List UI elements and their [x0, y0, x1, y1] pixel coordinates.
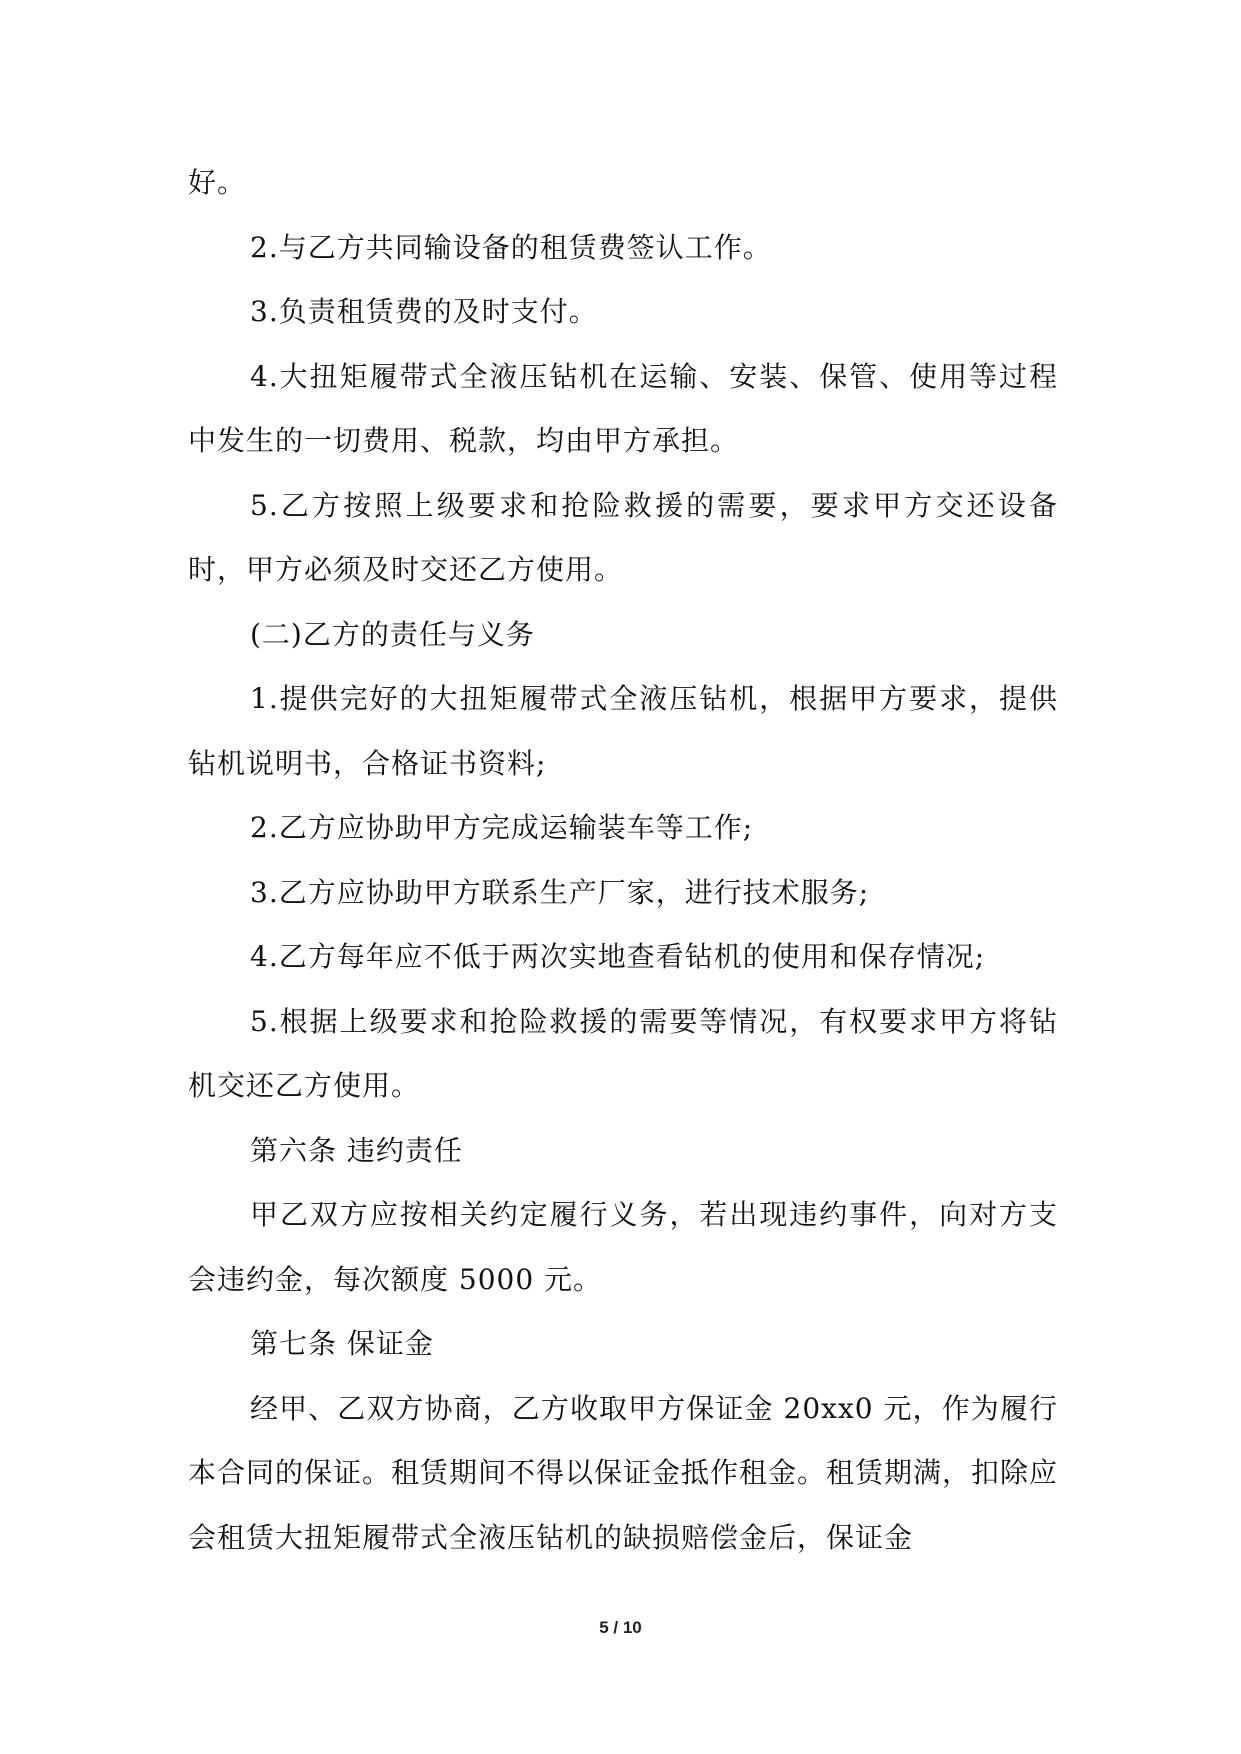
paragraph-b-item-3: 3.乙方应协助甲方联系生产厂家，进行技术服务; [250, 875, 870, 909]
paragraph-continuation: 好。 [188, 166, 247, 199]
paragraph-item-3: 3.负责租赁费的及时支付。 [250, 295, 598, 328]
article-7-heading: 第七条 保证金 [250, 1327, 434, 1360]
paragraph-b-item-2: 2.乙方应协助甲方完成运输装车等工作; [250, 811, 754, 844]
paragraph-b-item-5: 5.根据上级要求和抢险救援的需要等情况，有权要求甲方将钻机交还乙方使用。 [188, 1004, 1058, 1102]
page-number: 5 / 10 [599, 1618, 642, 1637]
paragraph-item-2: 2.与乙方共同输设备的租赁费签认工作。 [250, 230, 772, 264]
article-6-body: 甲乙双方应按相关约定履行义务，若出现违约事件，向对方支会违约金，每次额度 5000 元。 [188, 1198, 1058, 1296]
section-heading-party-b: (二)乙方的责任与义务 [250, 617, 535, 651]
article-6-heading: 第六条 违约责任 [250, 1133, 463, 1167]
paragraph-item-5: 5.乙方按照上级要求和抢险救援的需要，要求甲方交还设备时，甲方必须及时交还乙方使用。 [188, 488, 1058, 586]
paragraph-item-4: 4.大扭矩履带式全液压钻机在运输、安装、保管、使用等过程中发生的一切费用、税款，均由甲方承担。 [188, 359, 1058, 457]
paragraph-b-item-1: 1.提供完好的大扭矩履带式全液压钻机，根据甲方要求，提供钻机说明书，合格证书资料; [188, 682, 1058, 780]
article-7-body: 经甲、乙双方协商，乙方收取甲方保证金 20xx0 元，作为履行本合同的保证。租赁期间不得以保证金抵作租金。租赁期满，扣除应会租赁大扭矩履带式全液压钻机的缺损赔偿金后，保证金 [188, 1391, 1059, 1554]
paragraph-b-item-4: 4.乙方每年应不低于两次实地查看钻机的使用和保存情况; [250, 940, 986, 973]
document-body [188, 151, 1058, 1570]
